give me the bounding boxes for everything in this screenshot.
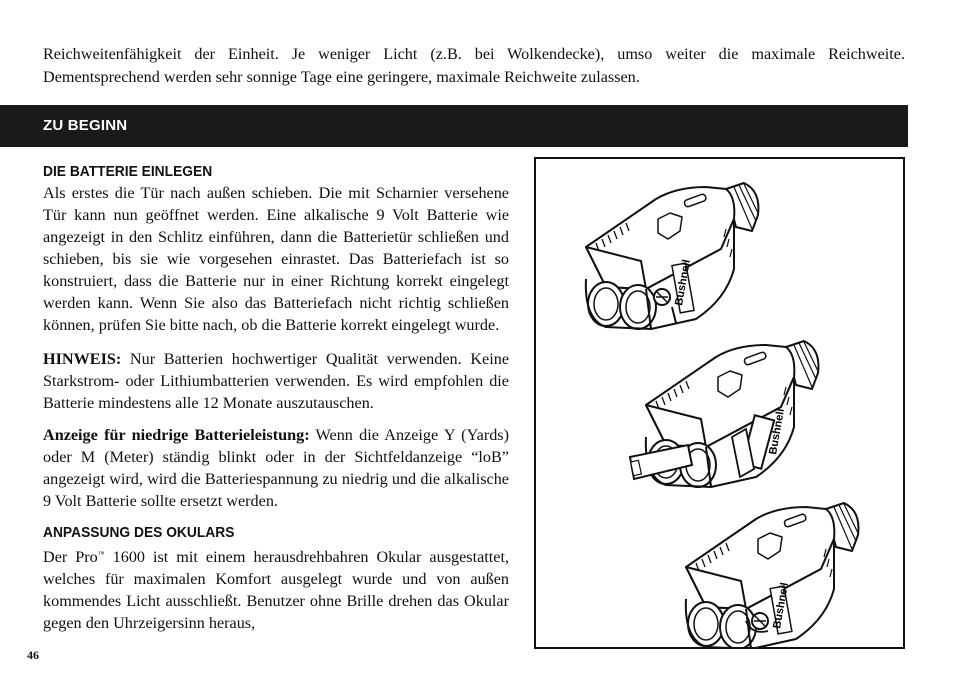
- low-battery-paragraph: [43, 424, 509, 512]
- text-column: [43, 161, 509, 634]
- battery-heading: DIE BATTERIE EINLEGEN: [43, 163, 213, 180]
- section-title: ZU BEGINN: [43, 117, 128, 134]
- low-battery-text: Wenn die Anzeige Y (Yards) oder M (Meter) ständig blinkt oder in der Sichtfeldanzeige “loB” angezeigt wird, wird die Batteriespannung zu niedrig und die alkalische 9 Volt Batterie sollte ersetzt werden.: [43, 426, 509, 510]
- eyepiece-paragraph: [43, 543, 509, 634]
- eyepiece-heading: ANPASSUNG DES OKULARS: [43, 524, 235, 541]
- intro-paragraph: Reichweitenfähigkeit der Einheit. Je weniger Licht (z.B. bei Wolkendecke), umso weiter die maximale Reichweite. Dementsprechend werden sehr sonnige Tage eine geringere, maximale Reichweite zulassen.: [43, 45, 905, 86]
- eyepiece-text-b: 1600 ist mit einem herausdrehbahren Okular ausgestattet, welches für maximalen Komfort ausgelegt wurde und von außen kommendes Licht ausschließt. Benutzer ohne Brille drehen das Okular gegen den Uhrzeigersinn heraus,: [43, 548, 509, 632]
- note-label: HINWEIS:: [43, 350, 122, 368]
- rangefinder-top: [586, 183, 759, 329]
- eyepiece-text-a: Der Pro: [43, 548, 98, 566]
- illustration-frame: [534, 157, 905, 649]
- low-battery-label: Anzeige für niedrige Batterieleistung:: [43, 426, 310, 444]
- brand-label-3: Bushnell: [771, 581, 792, 630]
- note-paragraph: [43, 348, 509, 414]
- trademark-mark: ™: [97, 550, 105, 558]
- section-header-bar: [0, 105, 908, 147]
- rangefinder-illustration: [536, 159, 903, 647]
- page-number: 46: [27, 648, 39, 662]
- note-text: Nur Batterien hochwertiger Qualität verwenden. Keine Starkstrom- oder Lithiumbatterien verwenden. Es wird empfohlen die Batterie mindestens alle 12 Monate auszutauschen.: [43, 350, 509, 412]
- rangefinder-bottom: [686, 503, 859, 647]
- brand-label-1: Bushnell: [673, 258, 694, 307]
- rangefinder-middle: [630, 341, 818, 487]
- brand-label-2: Bushnell: [767, 407, 788, 456]
- battery-paragraph: Als erstes die Tür nach außen schieben. Die mit Scharnier versehene Tür kann nun geöffnet werden. Eine alkalische 9 Volt Batterie wie angezeigt in den Schlitz einführen, dann die Batterietür schließen und schieben, bis sie wie vorgesehen einrastet. Das Batteriefach ist so konstruiert, dass die Batterie nur in einer Richtung korrekt eingelegt werden kann. Wenn Sie also das Batteriefach nicht richtig schließen können, prüfen Sie bitte nach, ob die Batterie korrekt eingelegt wurde.: [43, 184, 509, 334]
